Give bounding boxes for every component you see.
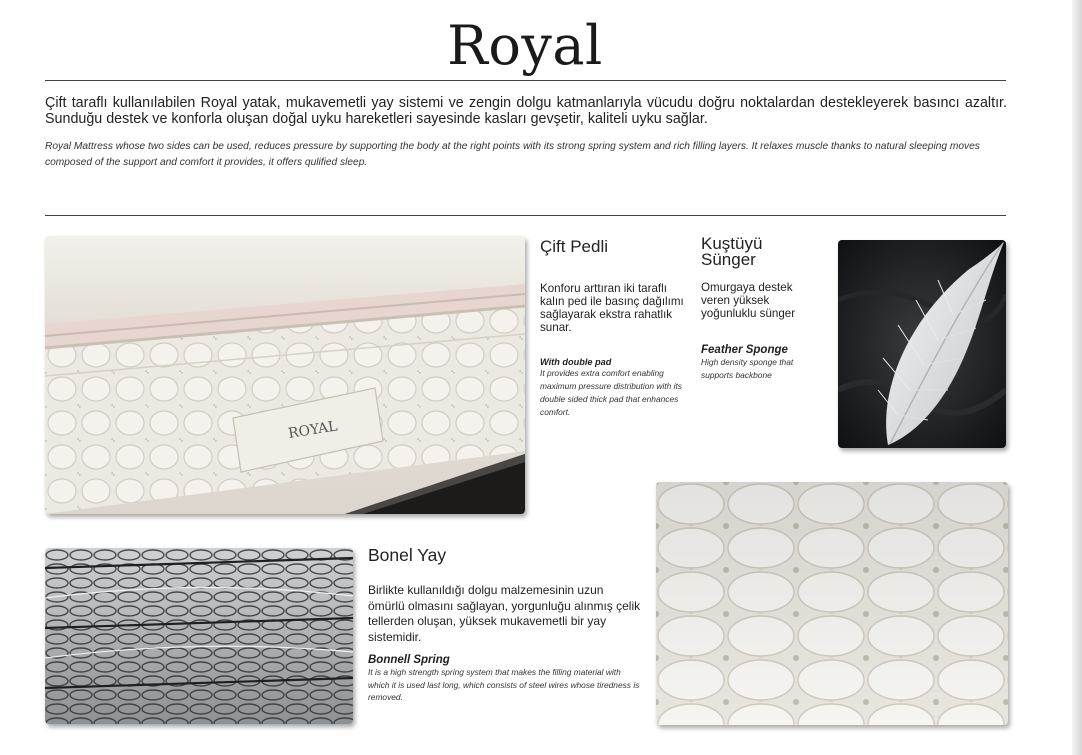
- bonnell-spring-title: Bonel Yay: [368, 545, 447, 565]
- feather-sponge-text-english: High density sponge that supports backbone: [701, 357, 794, 380]
- mattress-brand-label: ROYAL: [287, 418, 339, 442]
- feather-sponge-title-english: Feather Sponge: [701, 344, 788, 356]
- intro-text-turkish: Çift taraflı kullanılabilen Royal yatak, mukavemetli yay sistemi ve zengin dolgu katmanlarıyla vücudu doğru noktalardan destekleyerek basıncı azaltır. Sunduğu destek ve konforla oluşan doğal uyku hareketleri sayesinde kasları gevşetir, kaliteli uyku sağlar.: [45, 95, 1007, 127]
- intro-text-english: Royal Mattress whose two sides can be used, reduces pressure by supporting the body at the right points with its strong spring system and rich filling layers. It relaxes muscle thanks to natural sleeping moves composed of the support and comfort it provides, it offers qulified sleep.: [45, 141, 980, 168]
- bonnell-spring-title-english: Bonnell Spring: [368, 654, 450, 666]
- quilted-surface-photo: [656, 482, 1008, 725]
- feature-feather-sponge: [701, 236, 821, 382]
- bonnell-spring-text-turkish: Birlikte kullanıldığı dolgu malzemesinin uzun ömürlü olmasını sağlayan, yorgunluğu alınmış çelik tellerden oluşan, yüksek mukavemetli bir yay sistemidir.: [368, 583, 641, 644]
- feature-bonnell-spring: [368, 547, 643, 704]
- double-pad-title-english: With double pad: [540, 357, 612, 367]
- mattress-photo: [45, 236, 525, 514]
- bonnell-spring-text-english: It is a high strength spring system that makes the filling material with which it is used last long, which consists of steel wires whose tiredness is removed.: [368, 667, 640, 702]
- feather-sponge-title: Kuştüyü Sünger: [701, 234, 763, 269]
- title-divider: [45, 80, 1006, 81]
- section-divider: [45, 215, 1006, 216]
- bonnell-spring-photo: [45, 548, 353, 724]
- feather-photo: [838, 240, 1006, 448]
- page-title: Royal: [447, 14, 603, 77]
- double-pad-title: Çift Pedli: [540, 237, 609, 256]
- feature-double-pad: [540, 238, 690, 419]
- page-edge-shadow: [1072, 0, 1082, 755]
- feather-sponge-text-turkish: Omurgaya destek veren yüksek yoğunluklu sünger: [701, 281, 796, 320]
- double-pad-text-turkish: Konforu arttıran iki taraflı kalın ped ile basınç dağılımı sağlayarak ekstra rahatlık sunar.: [540, 282, 684, 334]
- double-pad-text-english: It provides extra comfort enabling maximum pressure distribution with its double sided thick pad that enhances comfort.: [540, 368, 682, 417]
